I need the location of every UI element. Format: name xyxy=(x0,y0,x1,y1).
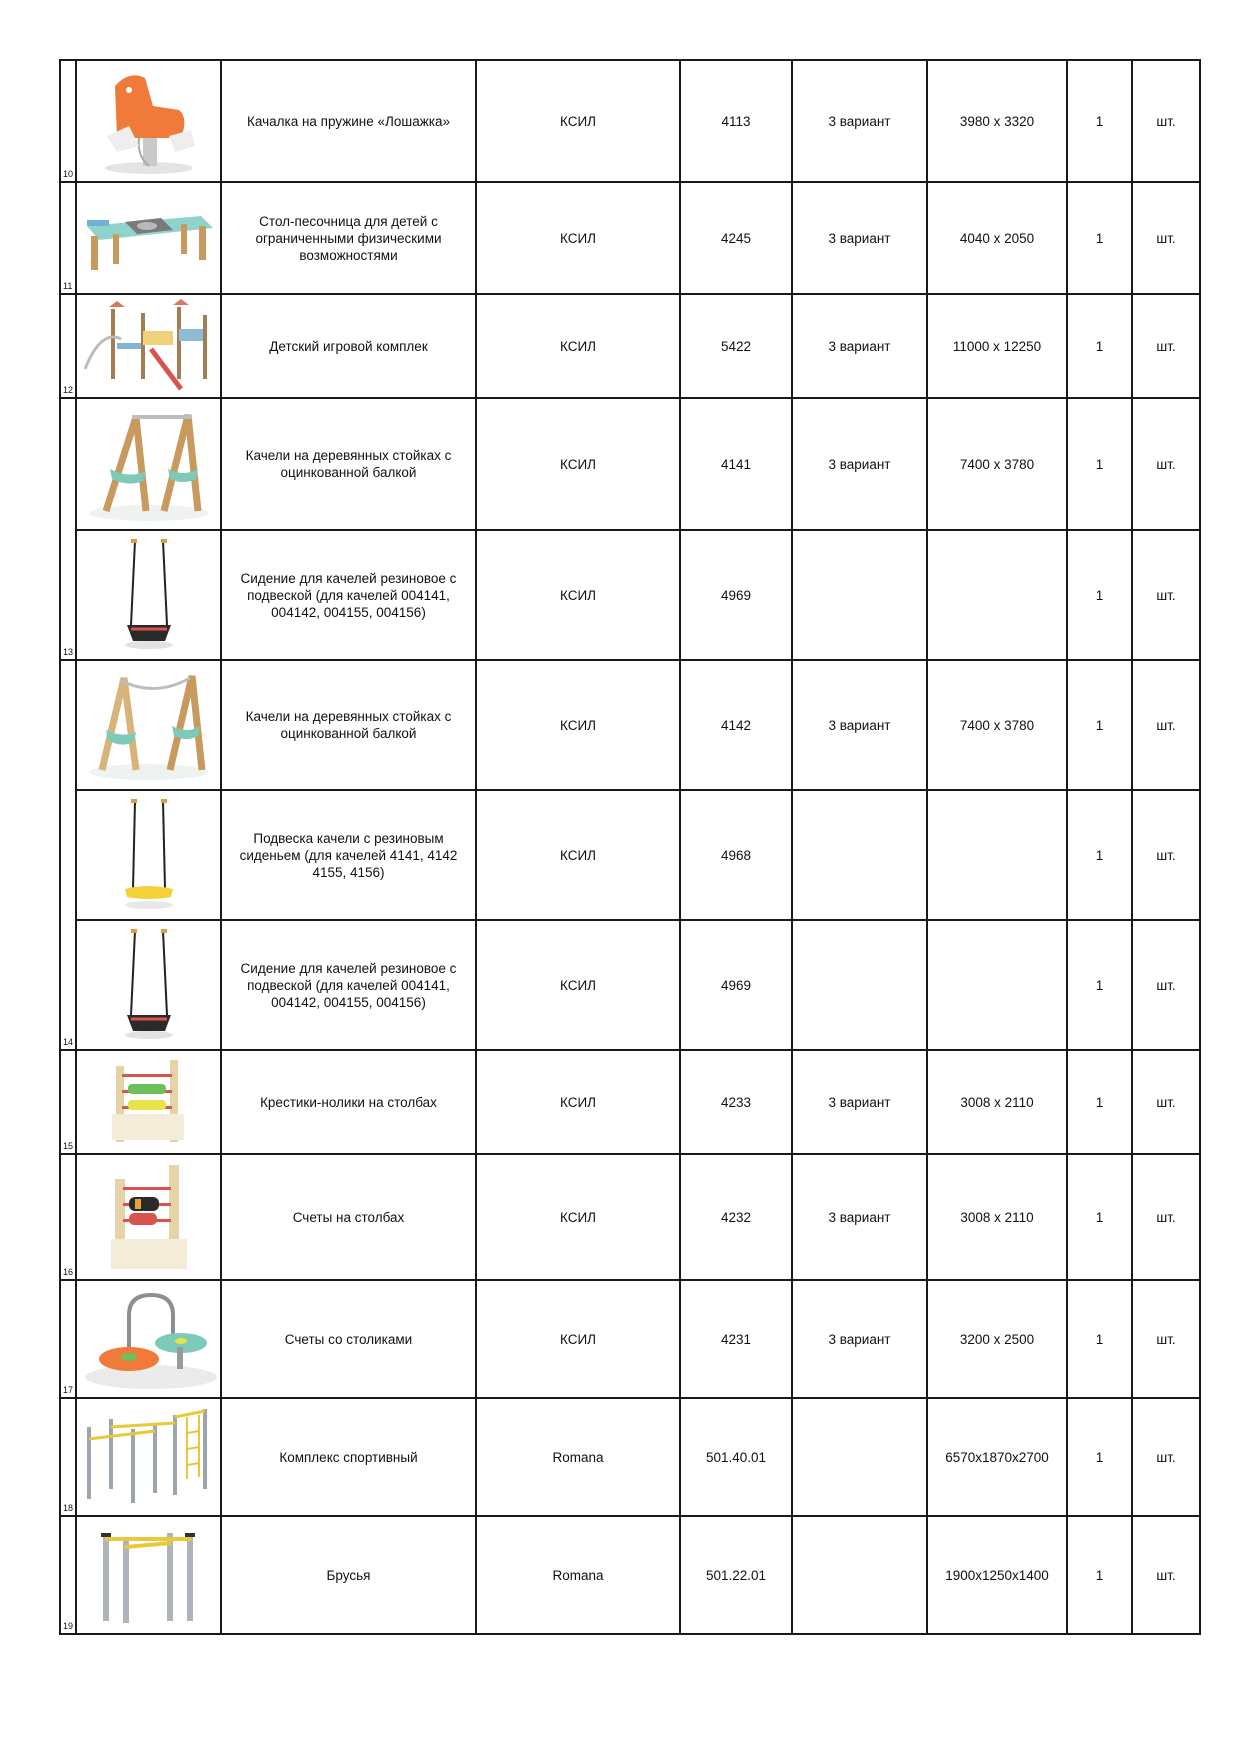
manufacturer: КСИЛ xyxy=(476,1154,680,1280)
dimensions xyxy=(927,530,1067,660)
quantity: 1 xyxy=(1067,1280,1132,1398)
quantity: 1 xyxy=(1067,530,1132,660)
row-number: 18 xyxy=(63,1503,74,1513)
quantity: 1 xyxy=(1067,660,1132,790)
dimensions: 4040 х 2050 xyxy=(927,182,1067,294)
variant: 3 вариант xyxy=(792,294,927,398)
product-code: 4233 xyxy=(680,1050,792,1154)
product-image-cell xyxy=(76,1398,221,1516)
product-code: 4141 xyxy=(680,398,792,530)
manufacturer: КСИЛ xyxy=(476,1050,680,1154)
row-number: 12 xyxy=(63,385,74,395)
row-number: 14 xyxy=(63,1037,74,1047)
row-number: 13 xyxy=(63,647,74,657)
variant: 3 вариант xyxy=(792,60,927,182)
unit: шт. xyxy=(1132,1398,1200,1516)
unit: шт. xyxy=(1132,1280,1200,1398)
product-name: Крестики-нолики на столбах xyxy=(221,1050,476,1154)
product-name: Брусья xyxy=(221,1516,476,1634)
row-number: 10 xyxy=(63,169,74,179)
unit: шт. xyxy=(1132,1516,1200,1634)
product-name: Детский игровой комплек xyxy=(221,294,476,398)
unit: шт. xyxy=(1132,920,1200,1050)
quantity: 1 xyxy=(1067,182,1132,294)
quantity: 1 xyxy=(1067,1050,1132,1154)
manufacturer: Romana xyxy=(476,1398,680,1516)
table-row xyxy=(60,1280,1200,1398)
row-number: 11 xyxy=(63,281,73,291)
product-name: Сидение для качелей резиновое с подвеской (для качелей 004141, 004142, 004155, 004156) xyxy=(221,920,476,1050)
spring-horse-rocker-image xyxy=(99,66,199,176)
table-row xyxy=(60,1398,1200,1516)
manufacturer: КСИЛ xyxy=(476,60,680,182)
equipment-spec-table xyxy=(59,59,1201,1635)
playground-complex-image xyxy=(81,299,221,393)
dimensions: 7400 х 3780 xyxy=(927,398,1067,530)
manufacturer: КСИЛ xyxy=(476,182,680,294)
quantity: 1 xyxy=(1067,294,1132,398)
manufacturer: КСИЛ xyxy=(476,920,680,1050)
table-row xyxy=(60,790,1200,920)
variant: 3 вариант xyxy=(792,1280,927,1398)
quantity: 1 xyxy=(1067,1398,1132,1516)
manufacturer: КСИЛ xyxy=(476,660,680,790)
product-image-cell xyxy=(76,1516,221,1634)
product-image-cell xyxy=(76,660,221,790)
rubber-seat-cradle-image xyxy=(119,927,179,1043)
row-number-cell xyxy=(60,1516,76,1634)
unit: шт. xyxy=(1132,1050,1200,1154)
dimensions: 6570х1870х2700 xyxy=(927,1398,1067,1516)
variant: 3 вариант xyxy=(792,660,927,790)
manufacturer: КСИЛ xyxy=(476,294,680,398)
product-code: 501.40.01 xyxy=(680,1398,792,1516)
product-image-cell xyxy=(76,294,221,398)
tic-tac-toe-posts-image xyxy=(104,1056,194,1148)
product-code: 4231 xyxy=(680,1280,792,1398)
dimensions: 3008 х 2110 xyxy=(927,1050,1067,1154)
table-row xyxy=(60,398,1200,530)
product-code: 4969 xyxy=(680,530,792,660)
row-number-cell xyxy=(60,1050,76,1154)
dimensions: 1900х1250х1400 xyxy=(927,1516,1067,1634)
row-number-cell xyxy=(60,660,76,1050)
product-code: 4245 xyxy=(680,182,792,294)
variant xyxy=(792,920,927,1050)
table-row xyxy=(60,920,1200,1050)
product-code: 4968 xyxy=(680,790,792,920)
dimensions: 11000 х 12250 xyxy=(927,294,1067,398)
variant xyxy=(792,790,927,920)
quantity: 1 xyxy=(1067,398,1132,530)
rubber-seat-flat-image xyxy=(119,797,179,913)
table-row xyxy=(60,1516,1200,1634)
variant xyxy=(792,530,927,660)
product-image-cell xyxy=(76,920,221,1050)
product-image-cell xyxy=(76,182,221,294)
row-number-cell xyxy=(60,182,76,294)
product-code: 5422 xyxy=(680,294,792,398)
quantity: 1 xyxy=(1067,1516,1132,1634)
product-code: 501.22.01 xyxy=(680,1516,792,1634)
dimensions xyxy=(927,790,1067,920)
table-row xyxy=(60,660,1200,790)
unit: шт. xyxy=(1132,530,1200,660)
sandbox-table-image xyxy=(81,198,217,278)
variant xyxy=(792,1516,927,1634)
unit: шт. xyxy=(1132,1154,1200,1280)
abacus-tables-image xyxy=(81,1285,221,1393)
product-image-cell xyxy=(76,60,221,182)
product-image-cell xyxy=(76,1050,221,1154)
dimensions: 3980 х 3320 xyxy=(927,60,1067,182)
product-name: Качели на деревянных стойках с оцинкованной балкой xyxy=(221,660,476,790)
unit: шт. xyxy=(1132,182,1200,294)
variant: 3 вариант xyxy=(792,1154,927,1280)
variant: 3 вариант xyxy=(792,182,927,294)
product-image-cell xyxy=(76,1280,221,1398)
row-number-cell xyxy=(60,1398,76,1516)
product-name: Стол-песочница для детей с ограниченными физическими возможностями xyxy=(221,182,476,294)
manufacturer: Romana xyxy=(476,1516,680,1634)
product-name: Подвеска качели с резиновым сиденьем (для качелей 4141, 4142 4155, 4156) xyxy=(221,790,476,920)
quantity: 1 xyxy=(1067,790,1132,920)
product-code: 4969 xyxy=(680,920,792,1050)
manufacturer: КСИЛ xyxy=(476,1280,680,1398)
product-name: Счеты на столбах xyxy=(221,1154,476,1280)
unit: шт. xyxy=(1132,790,1200,920)
product-image-cell xyxy=(76,398,221,530)
table-row xyxy=(60,530,1200,660)
table-row xyxy=(60,1154,1200,1280)
dimensions: 3200 х 2500 xyxy=(927,1280,1067,1398)
row-number-cell xyxy=(60,1280,76,1398)
product-name: Качалка на пружине «Лошажка» xyxy=(221,60,476,182)
row-number-cell xyxy=(60,1154,76,1280)
product-image-cell xyxy=(76,1154,221,1280)
variant xyxy=(792,1398,927,1516)
variant: 3 вариант xyxy=(792,1050,927,1154)
unit: шт. xyxy=(1132,60,1200,182)
product-name: Счеты со столиками xyxy=(221,1280,476,1398)
rubber-seat-cradle-image xyxy=(119,537,179,653)
product-code: 4232 xyxy=(680,1154,792,1280)
unit: шт. xyxy=(1132,660,1200,790)
row-number-cell xyxy=(60,294,76,398)
wooden-swing-image xyxy=(84,405,214,523)
row-number: 19 xyxy=(63,1621,74,1631)
product-name: Качели на деревянных стойках с оцинкованной балкой xyxy=(221,398,476,530)
row-number: 17 xyxy=(63,1385,74,1395)
quantity: 1 xyxy=(1067,1154,1132,1280)
table-row xyxy=(60,60,1200,182)
wooden-swing-image xyxy=(84,668,214,782)
sport-complex-image xyxy=(81,1403,217,1511)
manufacturer: КСИЛ xyxy=(476,530,680,660)
row-number-cell xyxy=(60,398,76,660)
manufacturer: КСИЛ xyxy=(476,790,680,920)
unit: шт. xyxy=(1132,398,1200,530)
dimensions xyxy=(927,920,1067,1050)
row-number-cell xyxy=(60,60,76,182)
abacus-posts-image xyxy=(99,1159,199,1275)
manufacturer: КСИЛ xyxy=(476,398,680,530)
dimensions: 3008 х 2110 xyxy=(927,1154,1067,1280)
parallel-bars-image xyxy=(89,1521,209,1629)
product-image-cell xyxy=(76,530,221,660)
product-code: 4142 xyxy=(680,660,792,790)
table-row xyxy=(60,294,1200,398)
quantity: 1 xyxy=(1067,60,1132,182)
product-image-cell xyxy=(76,790,221,920)
row-number: 15 xyxy=(63,1141,74,1151)
product-name: Сидение для качелей резиновое с подвеской (для качелей 004141, 004142, 004155, 004156) xyxy=(221,530,476,660)
table-row xyxy=(60,182,1200,294)
table-row xyxy=(60,1050,1200,1154)
row-number: 16 xyxy=(63,1267,74,1277)
product-code: 4113 xyxy=(680,60,792,182)
unit: шт. xyxy=(1132,294,1200,398)
variant: 3 вариант xyxy=(792,398,927,530)
product-name: Комплекс спортивный xyxy=(221,1398,476,1516)
quantity: 1 xyxy=(1067,920,1132,1050)
dimensions: 7400 х 3780 xyxy=(927,660,1067,790)
